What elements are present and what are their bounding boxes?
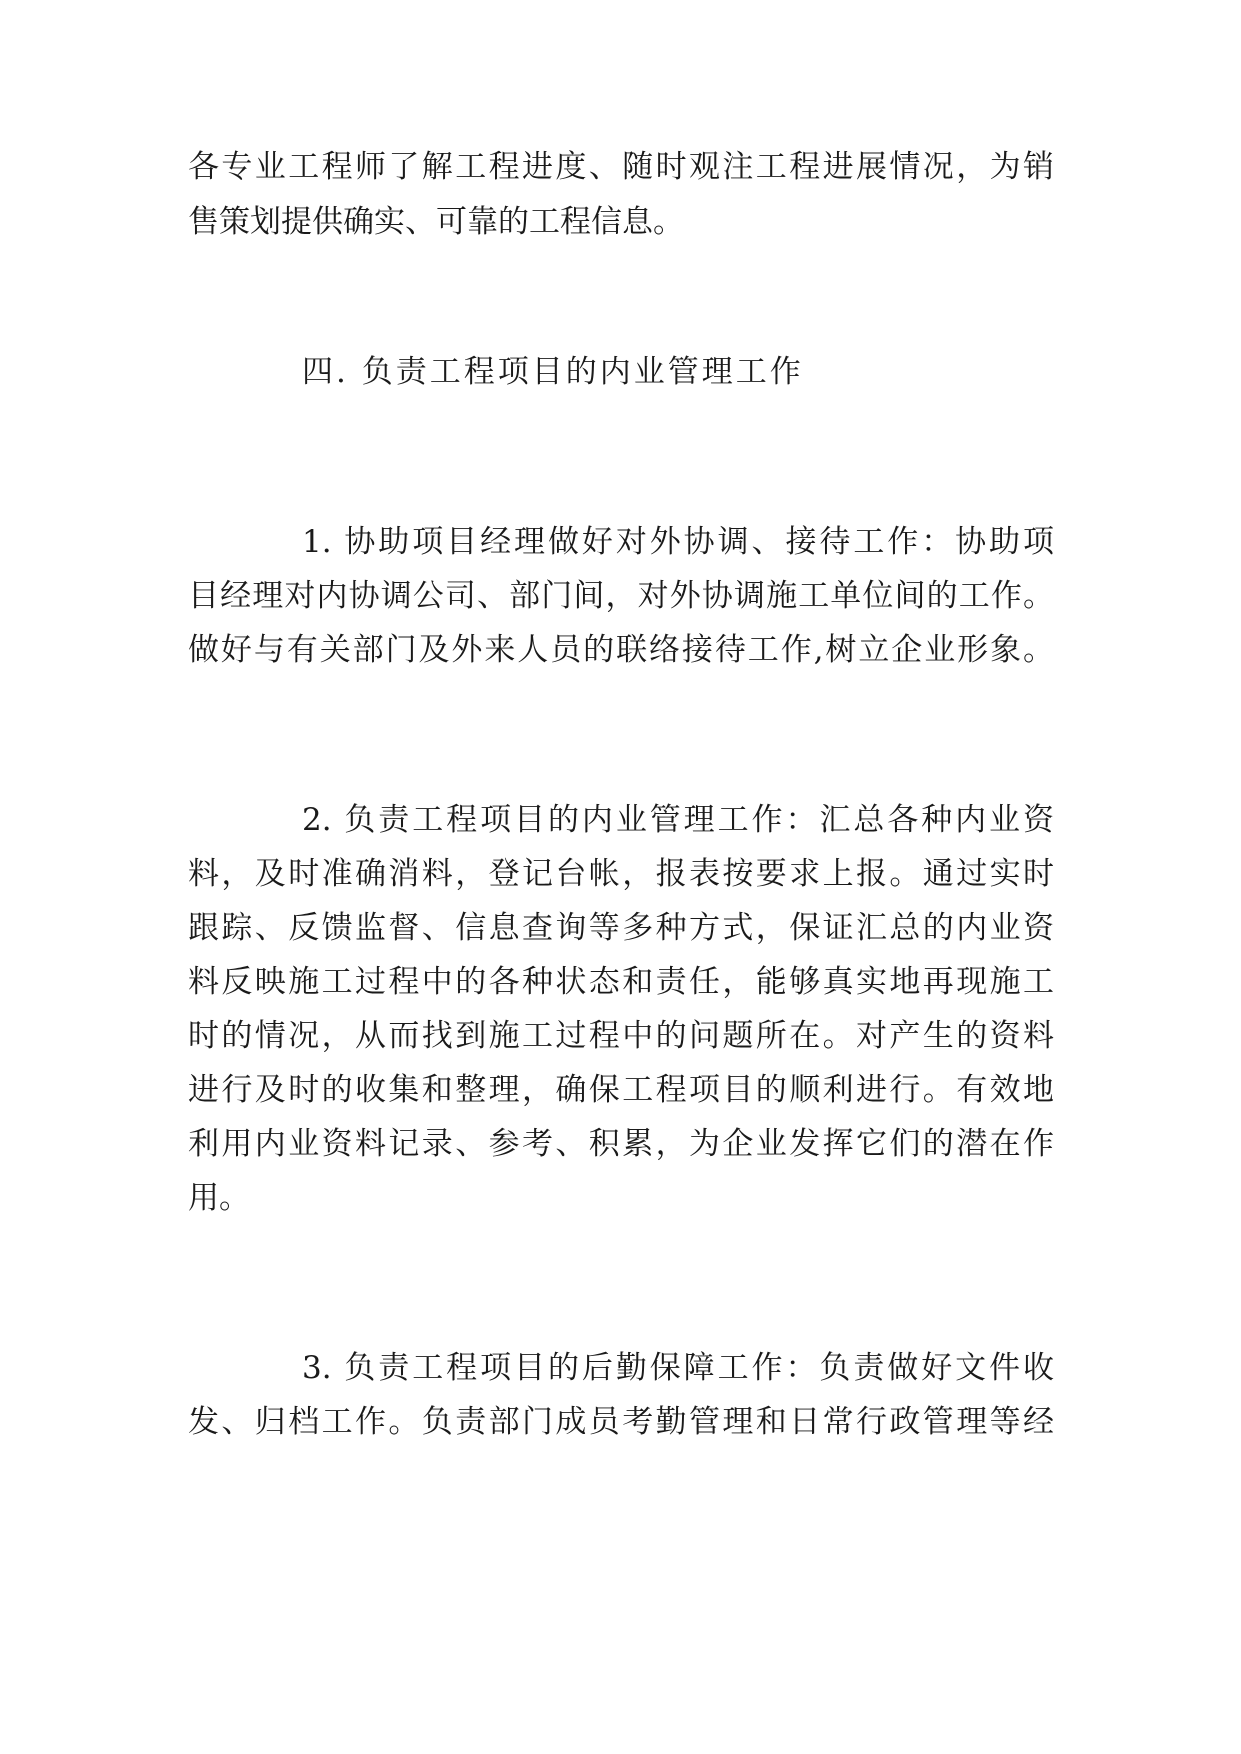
text-line: 跟踪、反馈监督、信息查询等多种方式，保证汇总的内业资: [188, 910, 1054, 946]
text-line: 发、归档工作。负责部门成员考勤管理和日常行政管理等经: [188, 1404, 1054, 1440]
text-line: 时的情况，从而找到施工过程中的问题所在。对产生的资料: [188, 1018, 1054, 1054]
text-line: 目经理对内协调公司、部门间，对外协调施工单位间的工作。: [188, 578, 1054, 614]
text-line: 2. 负责工程项目的内业管理工作：汇总各种内业资: [302, 802, 1054, 838]
text-line: 各专业工程师了解工程进度、随时观注工程进展情况，为销: [188, 149, 1054, 185]
text-line: 售策划提供确实、可靠的工程信息。: [188, 204, 684, 240]
text-line: 1. 协助项目经理做好对外协调、接待工作：协助项: [302, 524, 1054, 560]
text-line: 料反映施工过程中的各种状态和责任，能够真实地再现施工: [188, 964, 1054, 1000]
text-line: 做好与有关部门及外来人员的联络接待工作,树立企业形象。: [188, 632, 1054, 668]
section-heading: 四. 负责工程项目的内业管理工作: [302, 354, 804, 390]
text-line: 料，及时准确消料，登记台帐，报表按要求上报。通过实时: [188, 856, 1054, 892]
text-line: 用。: [188, 1180, 250, 1216]
text-line: 利用内业资料记录、参考、积累，为企业发挥它们的潜在作: [188, 1126, 1054, 1162]
text-line: 3. 负责工程项目的后勤保障工作：负责做好文件收: [302, 1350, 1054, 1386]
text-line: 进行及时的收集和整理，确保工程项目的顺利进行。有效地: [188, 1072, 1054, 1108]
